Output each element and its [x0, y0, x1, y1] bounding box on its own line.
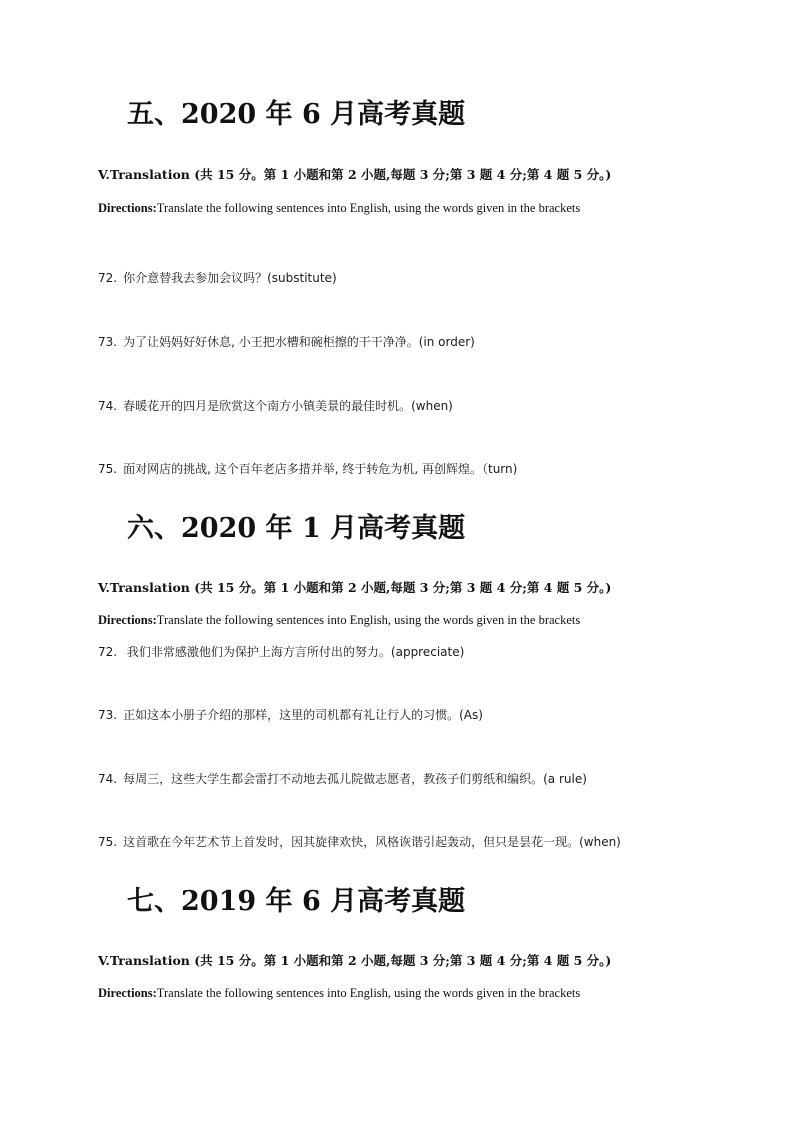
question-text: 春暖花开的四月是欣赏这个南方小镇美景的最佳时机。(when): [123, 399, 453, 413]
question-text: 这首歌在今年艺术节上首发时，因其旋律欢快，风格诙谐引起轰动，但只是昙花一现。(when): [123, 835, 621, 849]
directions-label: Directions:: [98, 613, 157, 627]
question-number: 72.: [98, 271, 118, 285]
question-text: 你介意替我去参加会议吗？(substitute): [123, 271, 337, 285]
question-item: [98, 461, 517, 477]
question-text: 正如这本小册子介绍的那样，这里的司机都有礼让行人的习惯。(As): [123, 708, 483, 722]
question-number: 73.: [98, 335, 118, 349]
question-number: 75.: [98, 462, 118, 476]
question-item: [98, 270, 337, 286]
section-3-directions: [98, 985, 580, 1001]
question-text: 我们非常感激他们为保护上海方言所付出的努力。(appreciate): [123, 645, 465, 659]
question-item: [98, 707, 483, 723]
question-item: [98, 771, 587, 787]
question-number: 72.: [98, 645, 118, 659]
section-1-score-line: V.Translation (共 15 分。第 1 小题和第 2 小题,每题 3 分;第 3 题 4 分;第 4 题 5 分。): [98, 167, 612, 182]
question-number: 74.: [98, 399, 118, 413]
question-item: [98, 398, 453, 414]
question-text: 每周三，这些大学生都会雷打不动地去孤儿院做志愿者，教孩子们剪纸和编织。(a rule): [123, 772, 587, 786]
directions-label: Directions:: [98, 201, 157, 215]
directions-text: Translate the following sentences into English, using the words given in the brackets: [156, 201, 581, 215]
section-2-directions: [98, 612, 580, 628]
directions-text: Translate the following sentences into English, using the words given in the brackets: [156, 986, 581, 1000]
directions-text: Translate the following sentences into English, using the words given in the brackets: [156, 613, 581, 627]
question-text: 为了让妈妈好好休息, 小王把水槽和碗柜擦的干干净净。(in order): [123, 335, 475, 349]
question-item: [98, 834, 621, 850]
directions-label: Directions:: [98, 986, 157, 1000]
question-number: 74.: [98, 772, 118, 786]
section-2-score-line: V.Translation (共 15 分。第 1 小题和第 2 小题,每题 3 分;第 3 题 4 分;第 4 题 5 分。): [98, 580, 612, 595]
section-2-heading: 六、2020 年 1 月高考真题: [127, 513, 466, 544]
question-number: 73.: [98, 708, 118, 722]
question-item: [98, 334, 475, 350]
section-1-heading: 五、2020 年 6 月高考真题: [127, 99, 466, 130]
question-text: 面对网店的挑战, 这个百年老店多措并举, 终于转危为机, 再创辉煌。（turn): [123, 462, 518, 476]
question-item: [98, 644, 464, 660]
section-3-heading: 七、2019 年 6 月高考真题: [127, 886, 466, 917]
section-3-score-line: V.Translation (共 15 分。第 1 小题和第 2 小题,每题 3 分;第 3 题 4 分;第 4 题 5 分。): [98, 953, 612, 968]
section-1-directions: [98, 200, 580, 216]
question-number: 75.: [98, 835, 118, 849]
